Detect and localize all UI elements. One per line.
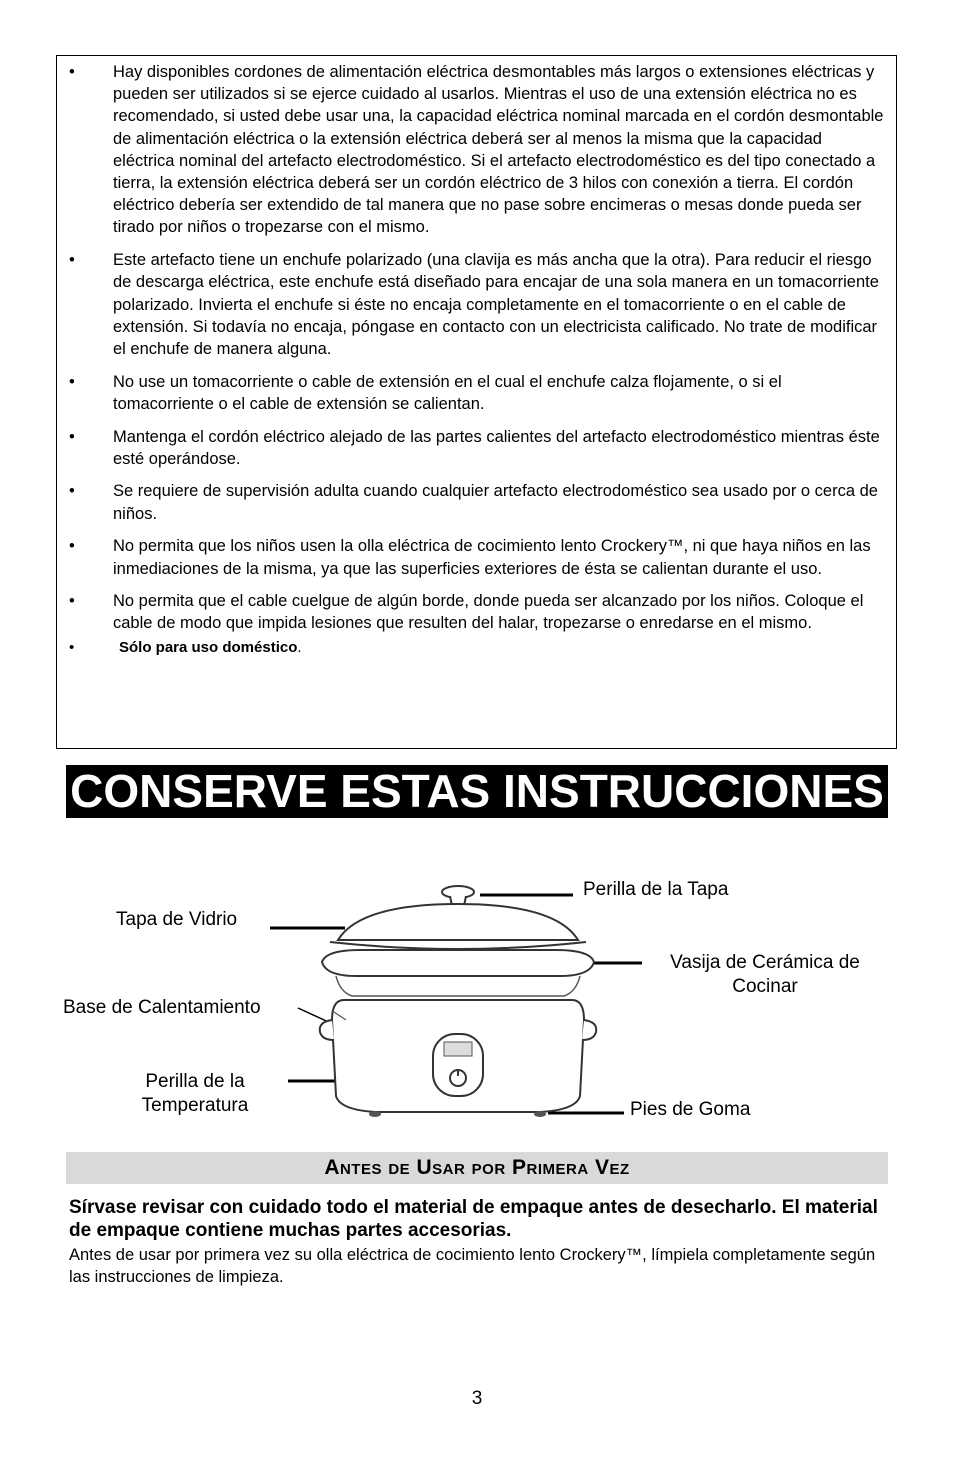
label-ceramic-pot	[650, 951, 880, 999]
save-instructions-banner: CONSERVE ESTAS INSTRUCCIONES	[66, 765, 888, 818]
bullet: •	[69, 638, 75, 656]
label-temp-knob	[120, 1070, 270, 1118]
bullet: •	[69, 372, 75, 391]
period: .	[297, 638, 302, 656]
list-item	[57, 61, 896, 239]
list-item-text: No permita que el cable cuelgue de algún borde, donde pueda ser alcanzado por los niños. Coloque el cable de modo que impida lesiones que resulten del halar, tropezarse o enredarse en el mismo.	[113, 592, 864, 633]
list-item-text: Este artefacto tiene un enchufe polarizado (una clavija es más ancha que la otra). Para reducir el riesgo de descarga eléctrica, este enchufe está diseñado para encajar de una sola manera en un tomacorriente polarizado. Invierta el enchufe si éste no encaja completamente en el tomacorriente o en el cable de extensión. Si todavía no encaja, póngase en contacto con un electricista calificado. No trate de modificar el enchufe de manera alguna.	[113, 251, 879, 358]
list-item-text: No use un tomacorriente o cable de extensión en el cual el enchufe calza flojamente, o si el tomacorriente o el cable de extensión se calientan.	[113, 372, 782, 413]
list-item-text: Mantenga el cordón eléctrico alejado de las partes calientes del artefacto electrodoméstico mientras éste esté operándose.	[113, 427, 880, 468]
bullet: •	[69, 63, 75, 81]
list-item	[57, 637, 896, 659]
bullet: •	[69, 251, 75, 270]
section-text: Antes de usar por primera vez su olla eléctrica de cocimiento lento Crockery™, límpiela completamente según las instrucciones de limpieza.	[69, 1246, 876, 1286]
label-ceramic-pot-line1: Vasija de Cerámica de	[670, 952, 860, 973]
page-number: 3	[471, 1388, 483, 1409]
label-lid-knob: Perilla de la Tapa	[583, 879, 729, 900]
section-bold-text: Sírvase revisar con cuidado todo el material de empaque antes de desecharlo. El material de empaque contiene muchas partes accesorias.	[69, 1197, 878, 1241]
safety-list	[57, 61, 896, 659]
bullet: •	[69, 537, 75, 556]
list-item	[57, 590, 896, 634]
list-item-text: Hay disponibles cordones de alimentación eléctrica desmontables más largos o extensiones eléctricas y pueden ser utilizados si se ejerce cuidado al usarlos. Mientras el uso de una extensión eléctrica no es recomendado, si usted debe usar una, la capacidad eléctrica nominal marcada en el cordón desmontable de alimentación eléctrica o la extensión eléctrica deberá ser al menos la misma que la capacidad eléctrica nominal del artefacto electrodoméstico. Si el artefacto electrodoméstico es del tipo conectado a tierra, la extensión eléctrica deberá ser un cordón eléctrico de 3 hilos con conexión a tierra. El cordón eléctrico debería ser extendido de tal manera que no pase sobre encimeras o mesas donde pueda ser tirado por niños o tropezarse con el mismo.	[113, 63, 884, 237]
label-temp-knob-line1: Perilla de la	[145, 1071, 245, 1092]
list-item-text: Se requiere de supervisión adulta cuando cualquier artefacto electrodoméstico sea usado por o cerca de niños.	[113, 482, 878, 523]
list-item	[57, 535, 896, 579]
label-glass-lid: Tapa de Vidrio	[116, 909, 238, 930]
list-item-text: No permita que los niños usen la olla eléctrica de cocimiento lento Crockery™, ni que haya niños en las inmediaciones de la misma, ya que las superficies exteriores de ésta se calientan durante el uso.	[113, 537, 871, 578]
label-temp-knob-line2: Temperatura	[141, 1095, 249, 1116]
safety-box	[56, 55, 897, 749]
section-title: Antes de Usar por Primera Vez	[66, 1152, 888, 1184]
slow-cooker-diagram	[0, 860, 954, 1150]
bullet: •	[69, 592, 75, 611]
label-rubber-feet: Pies de Goma	[630, 1099, 751, 1120]
household-use-note: Sólo para uso doméstico	[119, 638, 298, 656]
list-item	[57, 480, 896, 524]
bullet: •	[69, 427, 75, 446]
label-heating-base: Base de Calentamiento	[63, 997, 261, 1018]
list-item	[57, 426, 896, 470]
label-ceramic-pot-line2: Cocinar	[732, 976, 798, 997]
list-item	[57, 371, 896, 415]
list-item	[57, 249, 896, 360]
bullet: •	[69, 482, 75, 501]
